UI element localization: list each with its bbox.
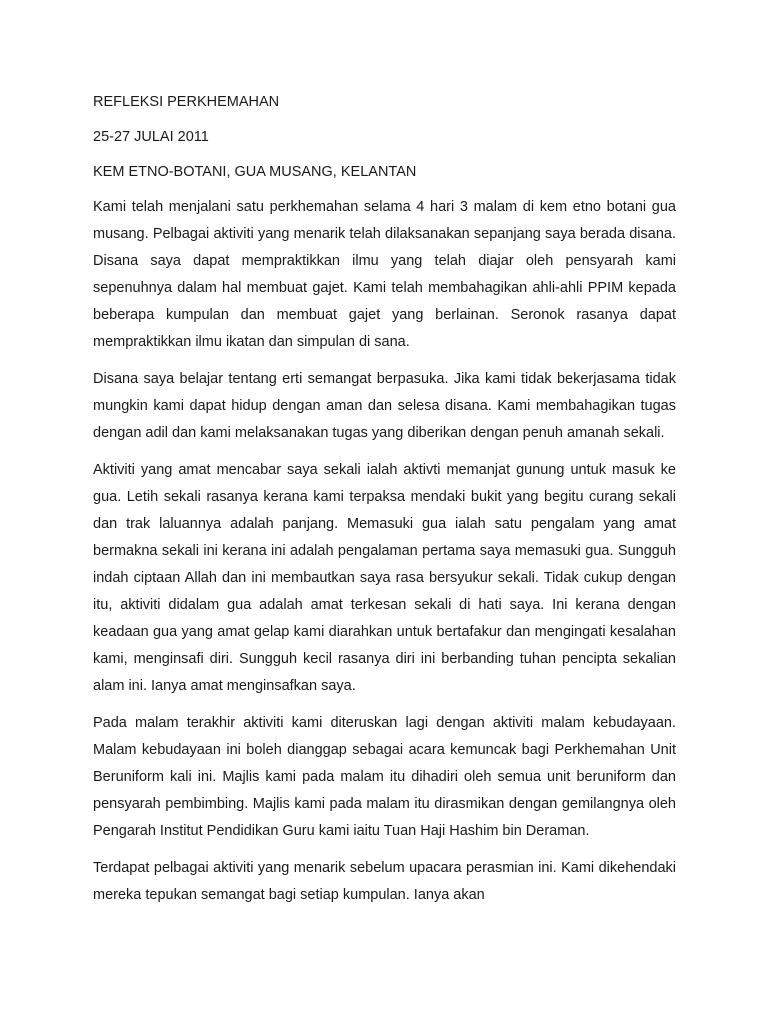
paragraph-2: Disana saya belajar tentang erti semangat berpasuka. Jika kami tidak bekerjasama tidak mungkin kami dapat hidup dengan aman dan selesa disana. Kami membahagikan tugas dengan adil dan kami melaksanakan tugas yang diberikan dengan penuh amanah sekali. xyxy=(93,371,676,441)
document-location: KEM ETNO-BOTANI, GUA MUSANG, KELANTAN xyxy=(93,164,417,180)
document-date: 25-27 JULAI 2011 xyxy=(93,129,209,145)
document-body xyxy=(93,89,676,909)
paragraph-3: Aktiviti yang amat mencabar saya sekali ialah aktivti memanjat gunung untuk masuk ke gua. Letih sekali rasanya kerana kami terpaksa mendaki bukit yang begitu curang sekali dan trak laluannya adalah panjang. Memasuki gua ialah satu pengalam yang amat bermakna sekali ini kerana ini adalah pengalaman pertama saya memasuki gua. Sungguh indah ciptaan Allah dan ini membautkan saya rasa bersyukur sekali. Tidak cukup dengan itu, aktiviti didalam gua adalah amat terkesan sekali di hati saya. Ini kerana dengan keadaan gua yang amat gelap kami diarahkan untuk bertafakur dan mengingati kesalahan kami, menginsafi diri. Sungguh kecil rasanya diri ini berbanding tuhan pencipta sekalian alam ini. Ianya amat menginsafkan saya. xyxy=(93,462,676,694)
paragraph-5: Terdapat pelbagai aktiviti yang menarik sebelum upacara perasmian ini. Kami dikehendaki mereka tepukan semangat bagi setiap kumpulan. Ianya akan xyxy=(93,860,676,903)
document-title: REFLEKSI PERKHEMAHAN xyxy=(93,94,280,110)
paragraph-1: Kami telah menjalani satu perkhemahan selama 4 hari 3 malam di kem etno botani gua musang. Pelbagai aktiviti yang menarik telah dilaksanakan sepanjang saya berada disana. Disana saya dapat mempraktikkan ilmu yang telah diajar oleh pensyarah kami sepenuhnya dalam hal membuat gajet. Kami telah membahagikan ahli-ahli PPIM kepada beberapa kumpulan dan membuat gajet yang berlainan. Seronok rasanya dapat mempraktikkan ilmu ikatan dan simpulan di sana. xyxy=(93,199,676,350)
paragraph-4: Pada malam terakhir aktiviti kami diteruskan lagi dengan aktiviti malam kebudayaan. Malam kebudayaan ini boleh dianggap sebagai acara kemuncak bagi Perkhemahan Unit Beruniform kali ini. Majlis kami pada malam itu dihadiri oleh semua unit beruniform dan pensyarah pembimbing. Majlis kami pada malam itu dirasmikan dengan gemilangnya oleh Pengarah Institut Pendidikan Guru kami iaitu Tuan Haji Hashim bin Deraman. xyxy=(93,715,676,839)
